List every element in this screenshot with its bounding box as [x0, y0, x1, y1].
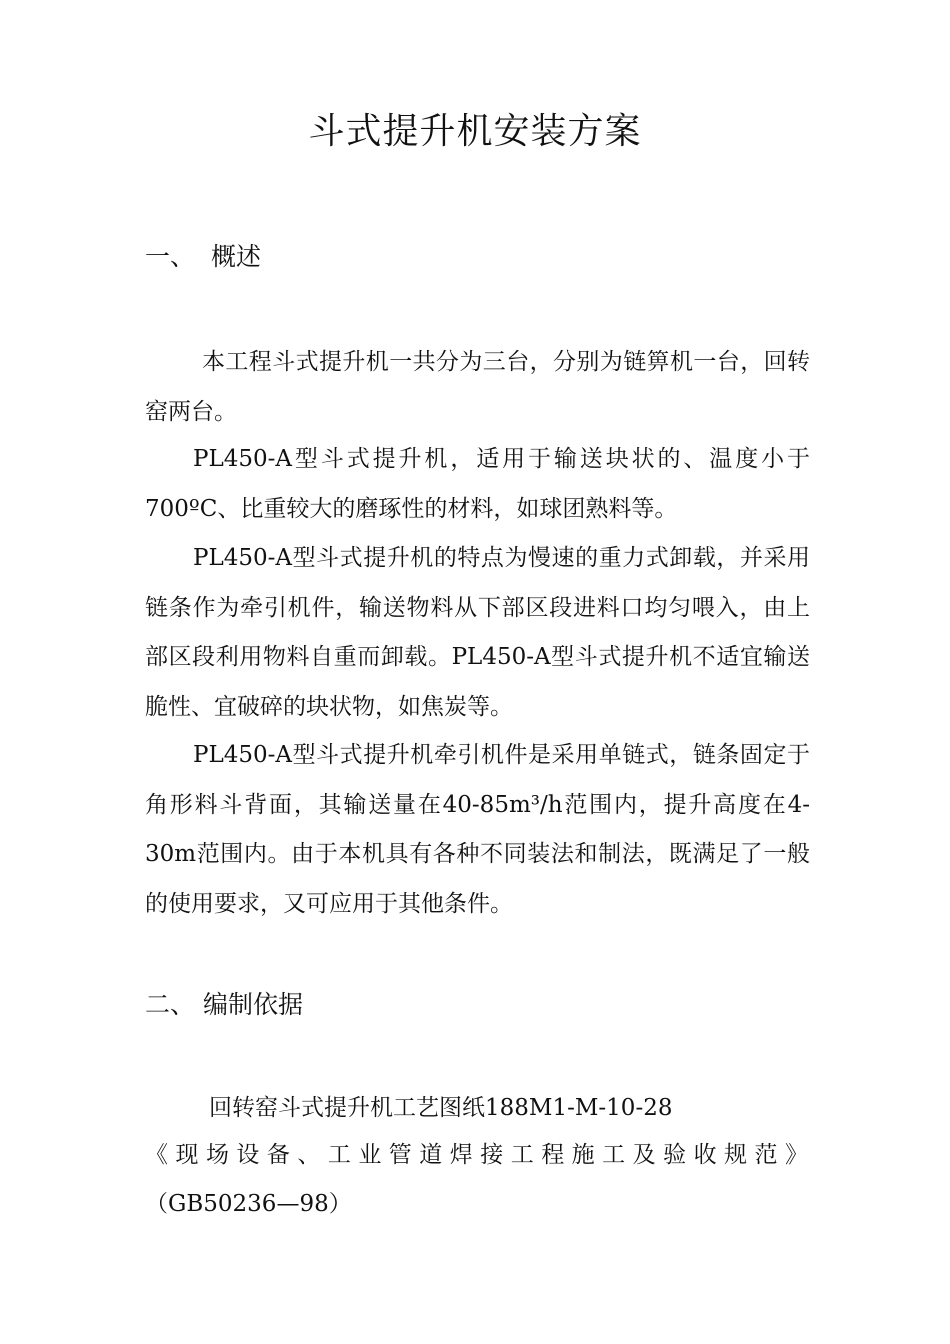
reference-item-standard-code: （GB50236—98）	[145, 1191, 352, 1217]
section-title: 概述	[211, 242, 262, 271]
section-heading-overview	[145, 240, 261, 274]
overview-paragraph-2: PL450-A型斗式提升机，适用于输送块状的、温度小于700ºC、比重较大的磨琢性的材料，如球团熟料等。	[145, 446, 810, 522]
document-title: 斗式提升机安装方案	[308, 111, 642, 152]
reference-item-drawing: 回转窑斗式提升机工艺图纸188M1-M-10-28	[209, 1095, 673, 1121]
section-heading-basis	[145, 988, 303, 1022]
overview-paragraph-1: 本工程斗式提升机一共分为三台，分别为链箅机一台，回转窑两台。	[145, 349, 810, 425]
section-number: 一、	[145, 242, 196, 271]
section-title: 编制依据	[203, 990, 304, 1019]
reference-item-standard: 《现场设备、工业管道焊接工程施工及验收规范》	[145, 1142, 810, 1168]
overview-paragraph-3: PL450-A型斗式提升机的特点为慢速的重力式卸载，并采用链条作为牵引机件，输送物料从下部区段进料口均匀喂入，由上部区段利用物料自重而卸载。PL450-A型斗式提升机不适宜输送脆性、宜破碎的块状物，如焦炭等。	[145, 545, 810, 720]
section-number: 二、	[145, 990, 196, 1019]
overview-paragraph-4: PL450-A型斗式提升机牵引机件是采用单链式，链条固定于角形料斗背面，其输送量在40-85m³/h范围内，提升高度在4-30m范围内。由于本机具有各种不同装法和制法，既满足了一般的使用要求，又可应用于其他条件。	[145, 742, 810, 917]
